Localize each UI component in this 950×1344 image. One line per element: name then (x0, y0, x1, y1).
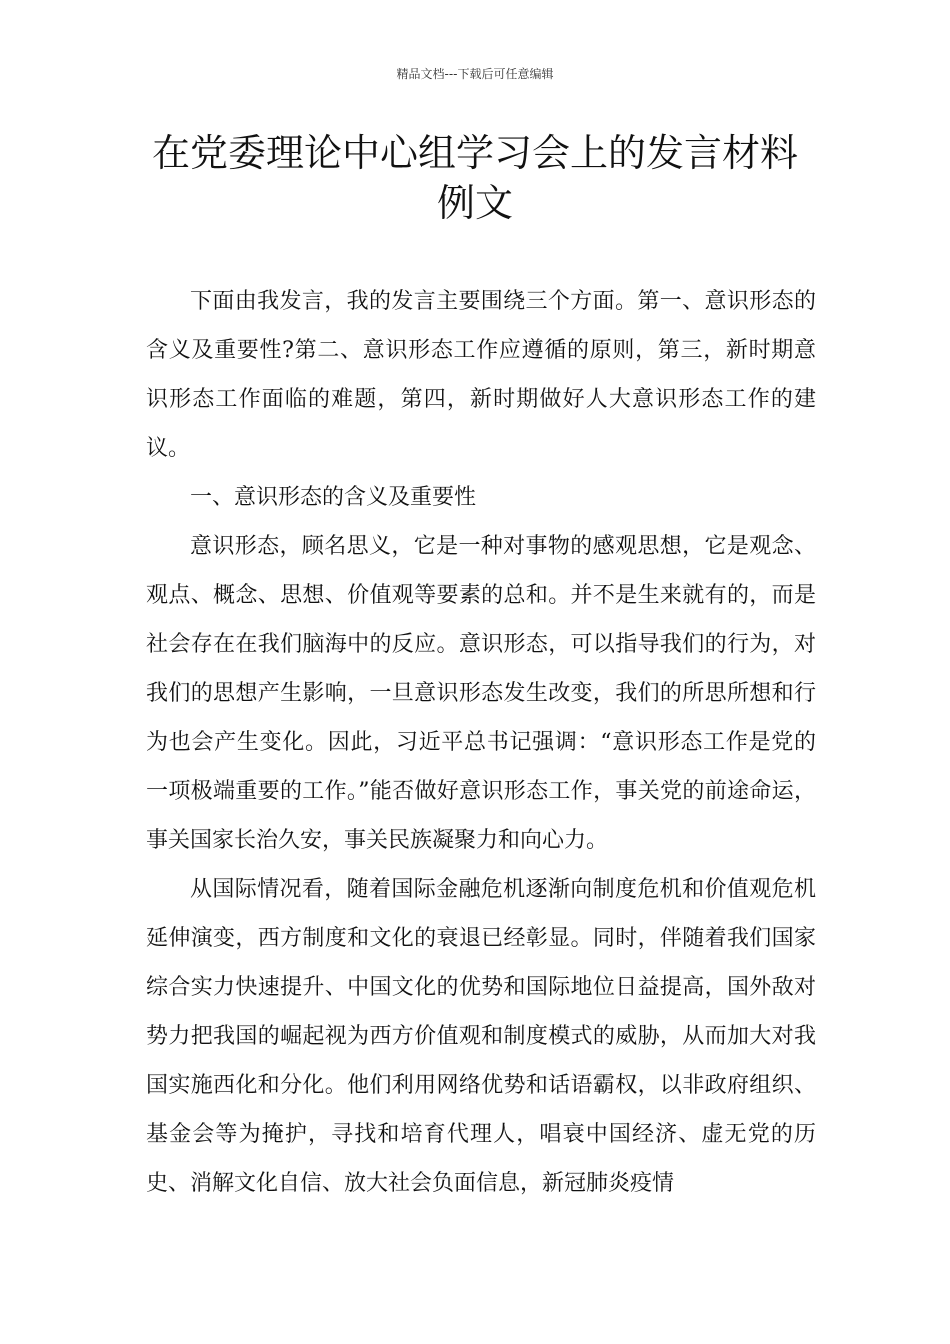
paragraph-intro: 下面由我发言，我的发言主要围绕三个方面。第一、意识形态的含义及重要性?第二、意识形态工作应遵循的原则，第三，新时期意识形态工作面临的难题，第四，新时期做好人大意识形态工作的建议。 (146, 289, 816, 461)
paragraph-international: 从国际情况看，随着国际金融危机逐渐向制度危机和价值观危机延伸演变，西方制度和文化的衰退已经彰显。同时，伴随着我们国家综合实力快速提升、中国文化的优势和国际地位日益提高，国外敌对势力把我国的崛起视为西方价值观和制度模式的威胁，从而加大对我国实施西化和分化。他们利用网络优势和话语霸权，以非政府组织、基金会等为掩护，寻找和培育代理人，唱衰中国经济、虚无党的历史、消解文化自信、放大社会负面信息，新冠肺炎疫情 (146, 877, 816, 1196)
page-header-note: 精品文档---下载后可任意编辑 (396, 67, 554, 81)
title-line-2: 例文 (436, 181, 513, 225)
section-heading: 一、意识形态的含义及重要性 (190, 485, 477, 510)
title-line-1: 在党委理论中心组学习会上的发言材料 (151, 131, 798, 175)
document-title (120, 128, 830, 228)
document-body (146, 277, 816, 1208)
paragraph-definition: 意识形态，顾名思义，它是一种对事物的感观思想，它是观念、观点、概念、思想、价值观等要素的总和。并不是生来就有的，而是社会存在在我们脑海中的反应。意识形态，可以指导我们的行为，对我们的思想产生影响，一旦意识形态发生改变，我们的所思所想和行为也会产生变化。因此，习近平总书记强调：“意识形态工作是党的一项极端重要的工作。”能否做好意识形态工作，事关党的前途命运，事关国家长治久安，事关民族凝聚力和向心力。 (146, 534, 816, 853)
